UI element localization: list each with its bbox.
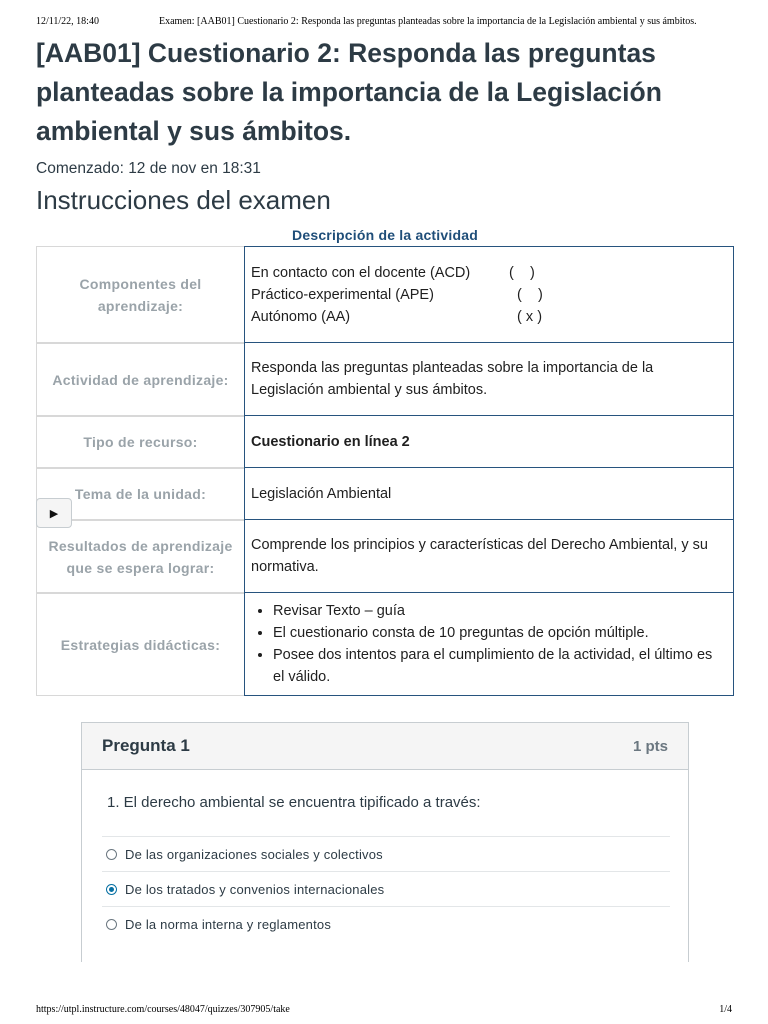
list-item: • El cuestionario consta de 10 preguntas de opción múltiple. <box>273 622 727 644</box>
media-play-button[interactable] <box>36 498 72 528</box>
print-doc-title: Examen: [AAB01] Cuestionario 2: Responda las preguntas planteadas sobre la importancia de la Legislación ambiental y sus ámbitos. <box>159 16 697 27</box>
row-label: Actividad de aprendizaje: <box>36 343 244 416</box>
instructions-heading: Instrucciones del examen <box>36 185 331 215</box>
answer-label: De los tratados y convenios internacionales <box>125 881 385 897</box>
row-label: Tema de la unidad: <box>36 468 244 520</box>
component-line <box>251 284 727 306</box>
row-label: Estrategias didácticas: <box>36 593 244 696</box>
radio-button-checked[interactable] <box>106 884 117 895</box>
started-timestamp: Comenzado: 12 de nov en 18:31 <box>36 160 261 177</box>
component-line <box>251 262 727 284</box>
question-points: 1 pts <box>632 737 668 755</box>
answer-label: De la norma interna y reglamentos <box>125 916 332 932</box>
radio-button[interactable] <box>106 919 117 930</box>
question-card <box>81 722 689 962</box>
component-mark: ( ) <box>509 286 543 303</box>
resource-type: Cuestionario en línea 2 <box>251 433 410 450</box>
answer-option[interactable] <box>102 871 670 906</box>
component-name: Autónomo (AA) <box>251 308 351 325</box>
list-item: • Revisar Texto – guía <box>273 600 727 622</box>
row-value <box>244 593 734 696</box>
print-date: 12/11/22, 18:40 <box>36 16 99 27</box>
answer-option[interactable] <box>102 836 670 871</box>
radio-button[interactable] <box>106 849 117 860</box>
row-label: Resultados de aprendizaje que se espera lograr: <box>36 520 244 593</box>
row-unit-topic <box>36 468 734 520</box>
row-label: Componentes del aprendizaje: <box>36 246 244 343</box>
question-title: Pregunta 1 <box>102 736 190 755</box>
row-outcomes <box>36 520 734 593</box>
row-strategies <box>36 593 734 696</box>
print-page-number: 1/4 <box>719 1004 732 1015</box>
answer-label: De las organizaciones sociales y colectivos <box>125 846 383 862</box>
play-icon: ▶ <box>49 507 59 520</box>
component-name: En contacto con el docente (ACD) <box>251 264 471 281</box>
row-value: Responda las preguntas planteadas sobre la importancia de la Legislación ambiental y sus ámbitos. <box>244 343 734 416</box>
row-label: Tipo de recurso: <box>36 416 244 468</box>
page-title: [AAB01] Cuestionario 2: Responda las preguntas planteadas sobre la importancia de la Legislación ambiental y sus ámbitos. <box>36 38 662 146</box>
question-text: 1. El derecho ambiental se encuentra tipificado a través: <box>107 794 481 811</box>
row-value <box>244 246 734 343</box>
list-item: • Posee dos intentos para el cumplimiento de la actividad, el último es el válido. <box>273 644 727 688</box>
row-value: Legislación Ambiental <box>244 468 734 520</box>
row-resource <box>36 416 734 468</box>
component-mark: ( x ) <box>509 308 543 325</box>
strategies-list <box>251 600 727 688</box>
row-value: Comprende los principios y características del Derecho Ambiental, y su normativa. <box>244 520 734 593</box>
answer-list <box>102 836 670 941</box>
component-name: Práctico-experimental (APE) <box>251 286 434 303</box>
component-mark: ( ) <box>509 264 535 281</box>
component-line <box>251 306 727 328</box>
print-url: https://utpl.instructure.com/courses/48047/quizzes/307905/take <box>36 1004 290 1015</box>
activity-table <box>36 246 734 696</box>
row-activity <box>36 343 734 416</box>
answer-option[interactable] <box>102 906 670 941</box>
row-value <box>244 416 734 468</box>
row-components <box>36 246 734 343</box>
question-header <box>82 723 688 770</box>
activity-caption: Descripción de la actividad <box>292 227 478 243</box>
